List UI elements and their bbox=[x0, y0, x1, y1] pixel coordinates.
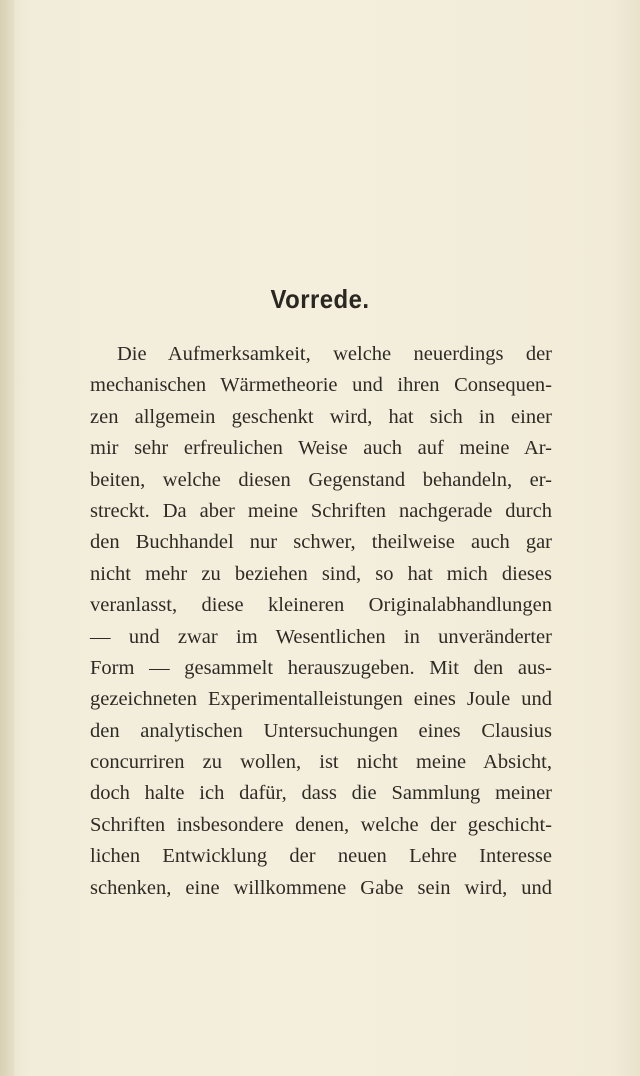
preface-paragraph bbox=[90, 339, 552, 904]
text-line: veranlasst, diese kleineren Originalabhandlungen bbox=[90, 594, 552, 617]
text-line: mechanischen Wärmetheorie und ihren Consequen- bbox=[90, 374, 552, 397]
text-line: beiten, welche diesen Gegenstand behandeln, er- bbox=[90, 468, 552, 491]
text-line: nicht mehr zu beziehen sind, so hat mich dieses bbox=[90, 562, 552, 585]
text-line: gezeichneten Experimentalleistungen eines Joule und bbox=[90, 688, 552, 711]
text-line: schenken, eine willkommene Gabe sein wird, und bbox=[90, 876, 552, 899]
text-line: streckt. Da aber meine Schriften nachgerade durch bbox=[90, 499, 552, 522]
text-line: — und zwar im Wesentlichen in unveränderter bbox=[90, 625, 552, 648]
text-line: concurriren zu wollen, ist nicht meine Absicht, bbox=[90, 751, 552, 774]
text-line: den Buchhandel nur schwer, theilweise auch gar bbox=[90, 531, 552, 554]
text-line: mir sehr erfreulichen Weise auch auf meine Ar- bbox=[90, 437, 552, 460]
page-gutter bbox=[0, 0, 14, 1076]
text-line: zen allgemein geschenkt wird, hat sich in einer bbox=[90, 405, 552, 428]
page-title: Vorrede. bbox=[270, 284, 370, 314]
text-line: doch halte ich dafür, dass die Sammlung meiner bbox=[90, 782, 552, 805]
text-line: den analytischen Untersuchungen eines Clausius bbox=[90, 719, 552, 742]
text-line: lichen Entwicklung der neuen Lehre Interesse bbox=[90, 845, 552, 868]
text-line: Form — gesammelt herauszugeben. Mit den aus- bbox=[90, 656, 552, 679]
text-line: Die Aufmerksamkeit, welche neuerdings der bbox=[117, 343, 552, 365]
text-line: Schriften insbesondere denen, welche der geschicht- bbox=[90, 813, 552, 836]
